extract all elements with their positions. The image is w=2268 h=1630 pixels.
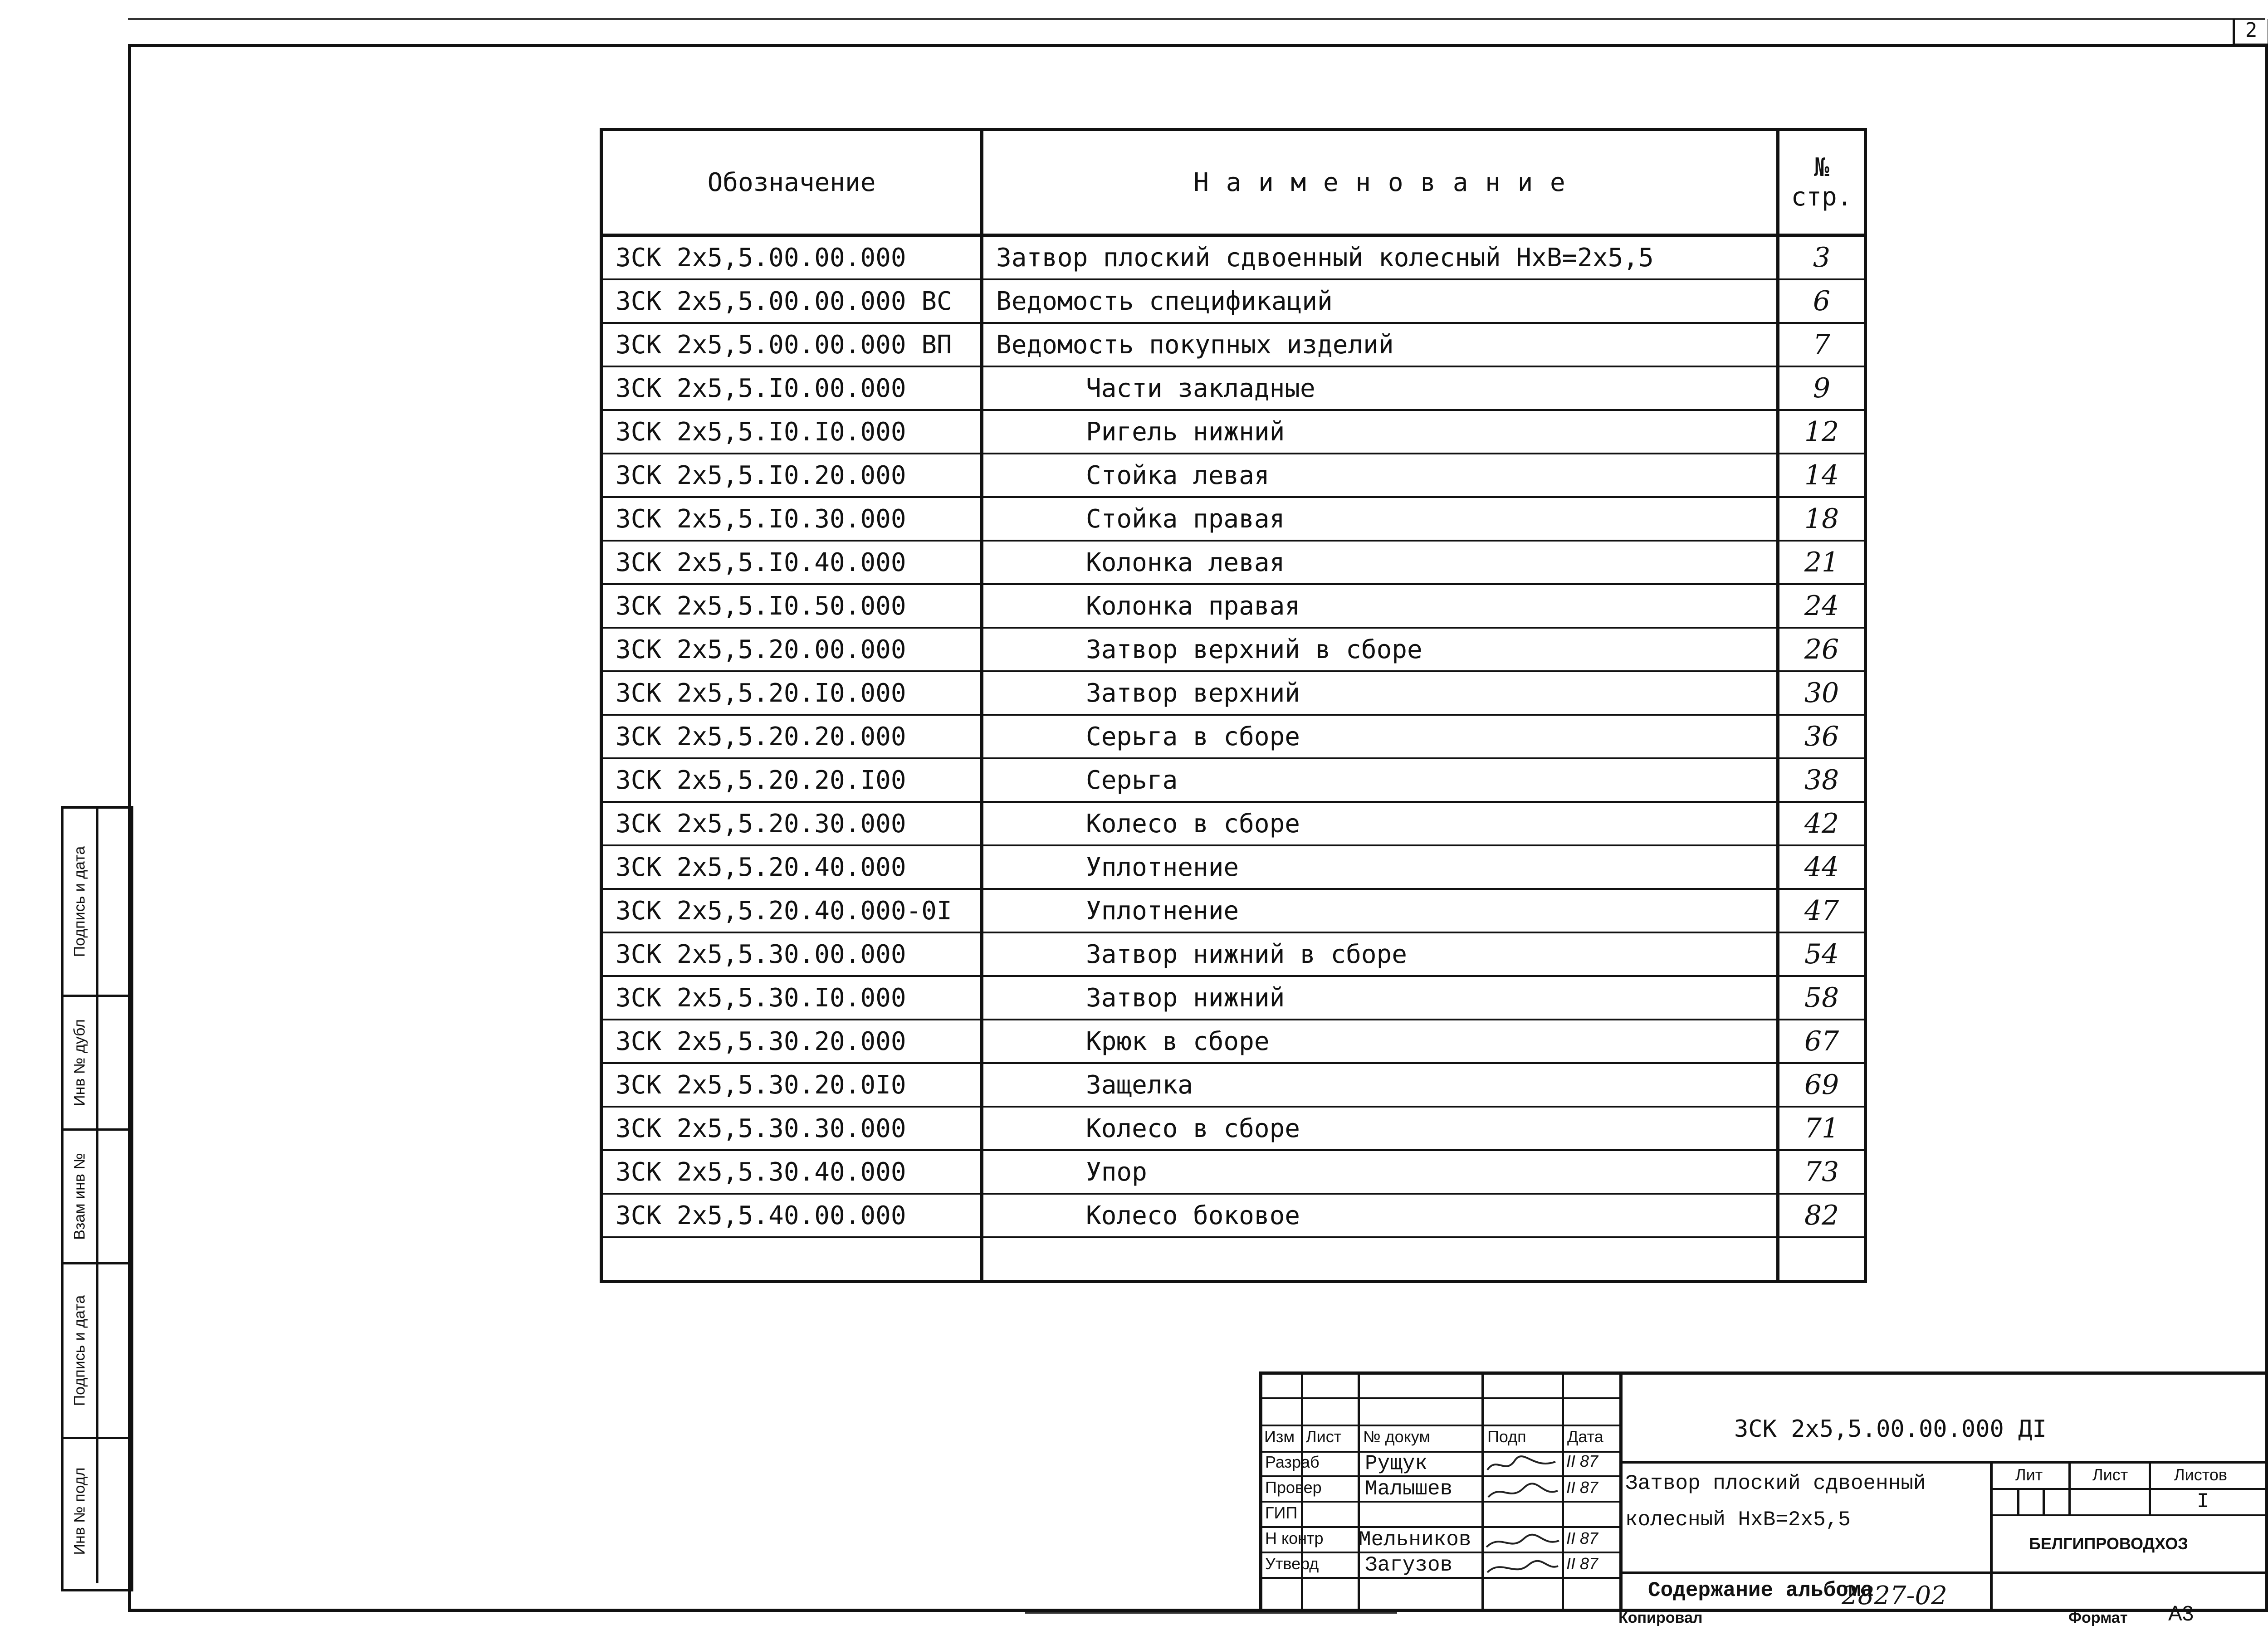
table-row xyxy=(601,235,1866,280)
role-date: II 87 xyxy=(1566,1529,1598,1547)
listov-label: Листов xyxy=(2174,1465,2227,1484)
row-name: Колесо боковое xyxy=(982,1194,1778,1237)
table-row xyxy=(601,932,1866,976)
row-designation: ЗСК 2х5,5.30.I0.000 xyxy=(601,976,982,1020)
header-designation: Обозначение xyxy=(601,130,982,235)
role-date: II 87 xyxy=(1566,1478,1598,1497)
row-designation: ЗСК 2х5,5.20.20.I00 xyxy=(601,758,982,802)
row-designation: ЗСК 2х5,5.30.40.000 xyxy=(601,1150,982,1194)
row-page: 67 xyxy=(1778,1020,1866,1063)
title-line-2: колесный НхВ=2х5,5 xyxy=(1625,1508,1851,1532)
row-page: 58 xyxy=(1778,976,1866,1020)
row-name: Упор xyxy=(982,1150,1778,1194)
row-page: 26 xyxy=(1778,628,1866,671)
strip-cell xyxy=(64,809,131,997)
row-name: Уплотнение xyxy=(982,845,1778,889)
row-designation: ЗСК 2х5,5.I0.00.000 xyxy=(601,366,982,410)
role-person: Рущук xyxy=(1365,1452,1428,1475)
lit-label: Лит xyxy=(2015,1465,2043,1484)
row-designation: ЗСК 2х5,5.20.I0.000 xyxy=(601,671,982,715)
row-page: 42 xyxy=(1778,802,1866,845)
table-row xyxy=(601,628,1866,671)
row-name: Ведомость покупных изделий xyxy=(982,323,1778,366)
table-row xyxy=(601,1063,1866,1107)
strip-cell xyxy=(64,997,131,1131)
row-name: Колонка правая xyxy=(982,584,1778,628)
row-name: Серьга в сборе xyxy=(982,715,1778,758)
row-page: 30 xyxy=(1778,671,1866,715)
tb-header-list: Лист xyxy=(1306,1427,1342,1446)
row-designation: ЗСК 2х5,5.30.20.0I0 xyxy=(601,1063,982,1107)
row-designation: ЗСК 2х5,5.I0.20.000 xyxy=(601,454,982,497)
organization: БЕЛГИПРОВОДХОЗ xyxy=(2029,1534,2188,1553)
row-page: 18 xyxy=(1778,497,1866,541)
row-page: 71 xyxy=(1778,1107,1866,1150)
listov-value: I xyxy=(2197,1490,2209,1513)
row-designation: ЗСК 2х5,5.40.00.000 xyxy=(601,1194,982,1237)
strip-label: Инв № дубл xyxy=(71,1019,88,1106)
row-page: 47 xyxy=(1778,889,1866,932)
list-label: Лист xyxy=(2092,1465,2128,1484)
row-designation: ЗСК 2х5,5.20.40.000 xyxy=(601,845,982,889)
row-page: 3 xyxy=(1778,235,1866,280)
strip-label: Подпись и дата xyxy=(71,846,88,957)
row-name xyxy=(982,1237,1778,1282)
table-row xyxy=(601,410,1866,454)
tb-header-izm: Изм xyxy=(1264,1427,1295,1446)
tb-header-doc-no: № докум xyxy=(1363,1427,1431,1446)
row-name: Колесо в сборе xyxy=(982,802,1778,845)
strip-cell xyxy=(64,1264,131,1439)
role-label: Провер xyxy=(1265,1478,1322,1497)
sheet-number: 2 xyxy=(2233,19,2268,46)
role-person: Загузов xyxy=(1365,1553,1453,1577)
row-name: Затвор нижний в сборе xyxy=(982,932,1778,976)
row-name: Затвор верхний xyxy=(982,671,1778,715)
row-designation: ЗСК 2х5,5.20.20.000 xyxy=(601,715,982,758)
table-row xyxy=(601,1020,1866,1063)
row-name: Уплотнение xyxy=(982,889,1778,932)
strip-label: Инв № подл xyxy=(71,1467,88,1555)
row-designation: ЗСК 2х5,5.20.40.000-0I xyxy=(601,889,982,932)
role-label: ГИП xyxy=(1265,1503,1298,1522)
table-row xyxy=(601,976,1866,1020)
role-person: Малышев xyxy=(1365,1477,1453,1501)
row-name: Части закладные xyxy=(982,366,1778,410)
table-row xyxy=(601,1237,1866,1282)
doc-code: ЗСК 2х5,5.00.00.000 ДI xyxy=(1734,1415,2047,1443)
row-name: Колонка левая xyxy=(982,541,1778,584)
row-name: Ведомость спецификаций xyxy=(982,279,1778,323)
row-designation: ЗСК 2х5,5.I0.I0.000 xyxy=(601,410,982,454)
row-designation: ЗСК 2х5,5.30.20.000 xyxy=(601,1020,982,1063)
table-row xyxy=(601,1194,1866,1237)
role-label: Н контр xyxy=(1265,1529,1324,1547)
table-row xyxy=(601,454,1866,497)
row-name: Стойка правая xyxy=(982,497,1778,541)
table-row xyxy=(601,715,1866,758)
row-designation: ЗСК 2х5,5.00.00.000 xyxy=(601,235,982,280)
row-page: 9 xyxy=(1778,366,1866,410)
table-header xyxy=(601,130,1866,235)
table-row xyxy=(601,497,1866,541)
row-name: Серьга xyxy=(982,758,1778,802)
row-name: Ригель нижний xyxy=(982,410,1778,454)
row-page: 38 xyxy=(1778,758,1866,802)
title-line-1: Затвор плоский сдвоенный xyxy=(1625,1472,1926,1495)
row-page: 24 xyxy=(1778,584,1866,628)
copied-label: Копировал xyxy=(1618,1609,1703,1626)
inventory-number: 2827-02 xyxy=(1842,1581,1947,1610)
subtitle: Содержание альбома xyxy=(1648,1579,1873,1602)
row-designation: ЗСК 2х5,5.00.00.000 ВП xyxy=(601,323,982,366)
header-page-no: № xyxy=(1814,153,1829,182)
row-name: Колесо в сборе xyxy=(982,1107,1778,1150)
margin-strip xyxy=(61,806,133,1591)
row-designation: ЗСК 2х5,5.I0.40.000 xyxy=(601,541,982,584)
table-row xyxy=(601,1150,1866,1194)
row-designation: ЗСК 2х5,5.30.30.000 xyxy=(601,1107,982,1150)
row-name: Затвор верхний в сборе xyxy=(982,628,1778,671)
row-designation: ЗСК 2х5,5.I0.30.000 xyxy=(601,497,982,541)
row-name: Защелка xyxy=(982,1063,1778,1107)
row-page: 82 xyxy=(1778,1194,1866,1237)
row-designation: ЗСК 2х5,5.20.00.000 xyxy=(601,628,982,671)
strip-cell xyxy=(64,1131,131,1264)
title-block xyxy=(1259,1371,2265,1609)
row-designation: ЗСК 2х5,5.00.00.000 ВС xyxy=(601,279,982,323)
table-body xyxy=(601,235,1866,1282)
role-date: II 87 xyxy=(1566,1452,1598,1470)
signatures xyxy=(1483,1452,1561,1579)
role-person: Мельников xyxy=(1359,1528,1471,1552)
top-trim-line xyxy=(128,18,2265,20)
header-page-label: стр. xyxy=(1791,182,1853,212)
format-label: Формат xyxy=(2068,1609,2128,1626)
row-designation xyxy=(601,1237,982,1282)
table-row xyxy=(601,541,1866,584)
row-page: 14 xyxy=(1778,454,1866,497)
row-page: 73 xyxy=(1778,1150,1866,1194)
format-value: А3 xyxy=(2168,1601,2194,1625)
strip-label: Взам инв № xyxy=(71,1153,88,1240)
header-name: Н а и м е н о в а н и е xyxy=(982,130,1778,235)
row-name: Стойка левая xyxy=(982,454,1778,497)
table-row xyxy=(601,366,1866,410)
row-page: 21 xyxy=(1778,541,1866,584)
row-name: Затвор плоский сдвоенный колесный НхВ=2х5,5 xyxy=(982,235,1778,280)
contents-table xyxy=(600,128,1867,1283)
tb-header-sign: Подп xyxy=(1487,1427,1526,1446)
row-page xyxy=(1778,1237,1866,1282)
role-date: II 87 xyxy=(1566,1554,1598,1573)
row-page: 69 xyxy=(1778,1063,1866,1107)
table-row xyxy=(601,758,1866,802)
bottom-trim-line xyxy=(1025,1612,1397,1614)
row-designation: ЗСК 2х5,5.20.30.000 xyxy=(601,802,982,845)
row-designation: ЗСК 2х5,5.I0.50.000 xyxy=(601,584,982,628)
row-name: Крюк в сборе xyxy=(982,1020,1778,1063)
row-page: 36 xyxy=(1778,715,1866,758)
table-row xyxy=(601,584,1866,628)
table-row xyxy=(601,279,1866,323)
row-page: 54 xyxy=(1778,932,1866,976)
row-page: 44 xyxy=(1778,845,1866,889)
table-row xyxy=(601,323,1866,366)
table-row xyxy=(601,671,1866,715)
tb-header-date: Дата xyxy=(1567,1427,1603,1446)
role-label: Утверд xyxy=(1265,1554,1319,1573)
row-page: 6 xyxy=(1778,279,1866,323)
header-page xyxy=(1778,130,1866,235)
row-page: 7 xyxy=(1778,323,1866,366)
strip-cell xyxy=(64,1439,131,1583)
table-row xyxy=(601,1107,1866,1150)
role-label: Разраб xyxy=(1265,1453,1320,1471)
row-name: Затвор нижний xyxy=(982,976,1778,1020)
table-row xyxy=(601,889,1866,932)
table-row xyxy=(601,845,1866,889)
table-row xyxy=(601,802,1866,845)
strip-label: Подпись и дата xyxy=(71,1295,88,1406)
row-page: 12 xyxy=(1778,410,1866,454)
row-designation: ЗСК 2х5,5.30.00.000 xyxy=(601,932,982,976)
